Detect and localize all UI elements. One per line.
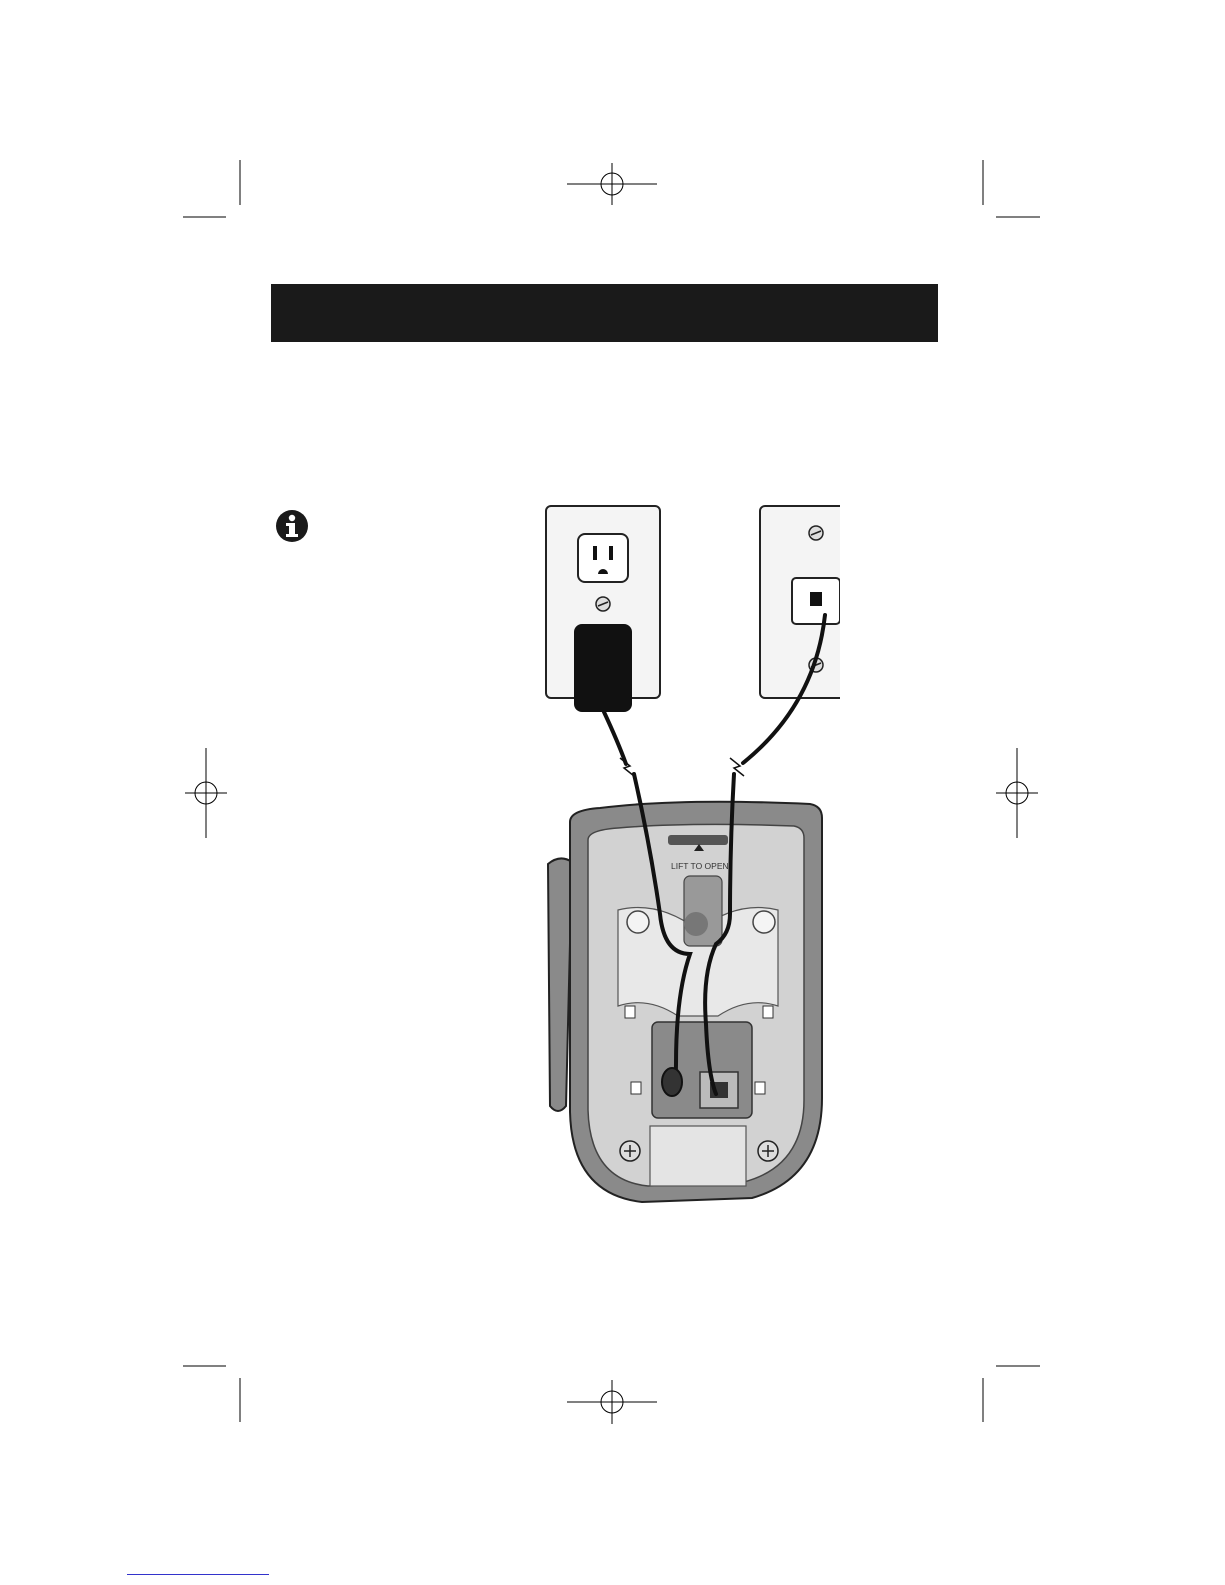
lift-to-open-label: LIFT TO OPEN bbox=[671, 861, 729, 871]
power-adapter bbox=[574, 624, 632, 712]
telephone-jack-icon bbox=[760, 506, 840, 698]
info-icon bbox=[274, 508, 310, 544]
ac-outlet-icon bbox=[546, 506, 660, 712]
registration-mark-top bbox=[567, 163, 657, 205]
registration-mark-left bbox=[185, 748, 227, 838]
section-title-bar bbox=[271, 284, 938, 342]
footer-link-underline bbox=[127, 1574, 269, 1575]
registration-mark-right bbox=[996, 748, 1038, 838]
telephone-base bbox=[570, 802, 822, 1202]
installation-illustration bbox=[520, 496, 840, 1216]
registration-mark-bottom bbox=[567, 1380, 657, 1424]
